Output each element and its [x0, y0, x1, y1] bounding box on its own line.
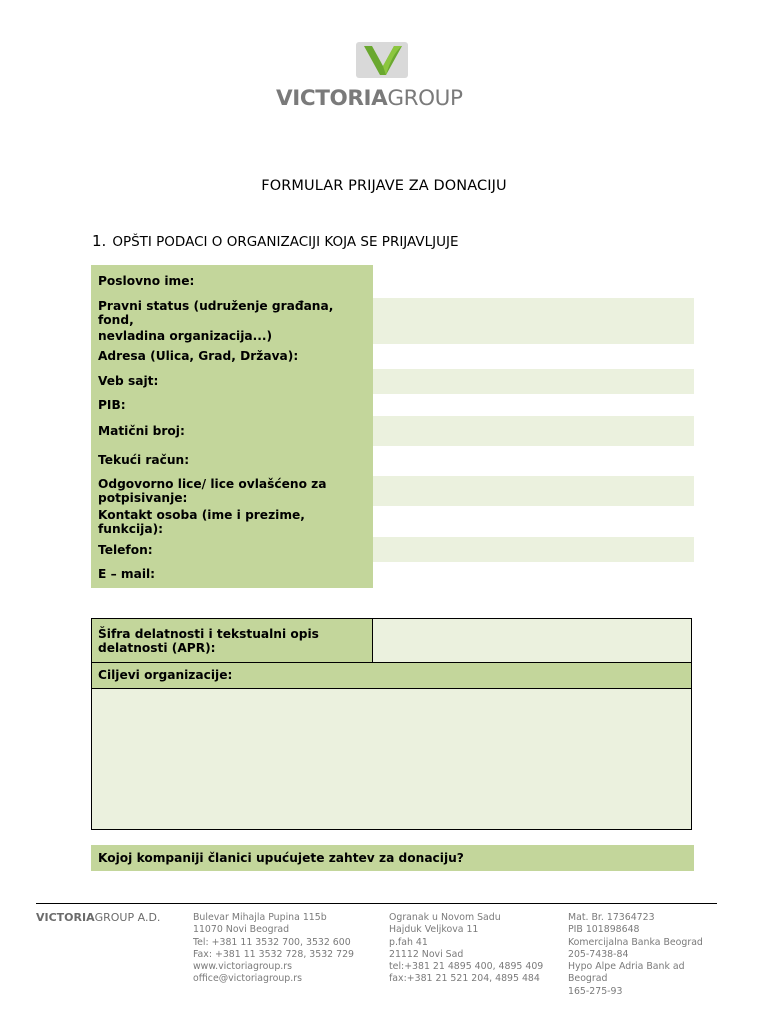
field-input-maticni-broj[interactable]: [373, 416, 694, 446]
footer-address-column: Bulevar Mihajla Pupina 115b 11070 Novi Beograd Tel: +381 11 3532 700, 3532 600 Fax: +381 11 3532 728, 3532 729 www.victoriagroup.rs office@victoriagroup.rs: [193, 912, 355, 985]
goals-label: Ciljevi organizacije:: [98, 668, 233, 682]
field-label-adresa: Adresa (Ulica, Grad, Država):: [98, 349, 299, 363]
footer-company-name: VICTORIAGROUP A.D.: [36, 911, 161, 924]
field-input-pravni-status[interactable]: [373, 298, 694, 344]
field-label-odgovorno-lice: Odgovorno lice/ lice ovlašćeno za potpisivanje:: [98, 477, 327, 505]
company-question-label: Kojoj kompaniji članici upućujete zahtev za donaciju?: [98, 851, 464, 865]
field-label-email: E – mail:: [98, 567, 156, 581]
section-title: [92, 232, 459, 250]
goals-input[interactable]: [92, 689, 691, 829]
activity-code-label-cell: [92, 619, 373, 663]
activity-table: [91, 618, 692, 830]
goals-label-cell: [92, 663, 691, 689]
footer-registry-column: Mat. Br. 17364723 PIB 101898648 Komercijalna Banka Beograd 205-7438-84 Hypo Alpe Adria Bank ad Beograd 165-275-93: [568, 912, 703, 997]
victoriagroup-logo: [276, 40, 496, 112]
logo-text: VICTORIAGROUP: [276, 86, 463, 111]
field-input-veb-sajt[interactable]: [373, 369, 694, 394]
section-number: 1.: [92, 232, 107, 250]
field-label-tekuci-racun: Tekući račun:: [98, 453, 190, 467]
field-label-telefon: Telefon:: [98, 543, 153, 557]
logo-mark-icon: [356, 42, 408, 78]
field-label-kontakt-osoba: Kontakt osoba (ime i prezime, funkcija):: [98, 508, 305, 536]
footer-divider: [36, 903, 717, 904]
activity-code-input[interactable]: [373, 619, 691, 663]
activity-code-label: Šifra delatnosti i tekstualni opis delatnosti (APR):: [98, 627, 319, 655]
field-label-maticni-broj: Matični broj:: [98, 424, 185, 438]
field-label-poslovno-ime: Poslovno ime:: [98, 274, 195, 288]
field-label-pib: PIB:: [98, 398, 126, 412]
field-input-telefon[interactable]: [373, 537, 694, 562]
field-label-pravni-status: Pravni status (udruženje građana, fond, nevladina organizacija...): [98, 299, 334, 343]
footer-branch-column: Ogranak u Novom Sadu Hajduk Veljkova 11 p.fah 41 21112 Novi Sad tel:+381 21 4895 400, 4895 409 fax:+381 21 521 204, 4895 484: [389, 912, 544, 985]
section-title-text: OPŠTI PODACI O ORGANIZACIJI KOJA SE PRIJAVLJUJE: [112, 234, 459, 250]
form-title: FORMULAR PRIJAVE ZA DONACIJU: [261, 178, 507, 194]
field-label-veb-sajt: Veb sajt:: [98, 374, 159, 388]
field-input-odgovorno-lice[interactable]: [373, 476, 694, 506]
company-question-row: [91, 845, 694, 871]
